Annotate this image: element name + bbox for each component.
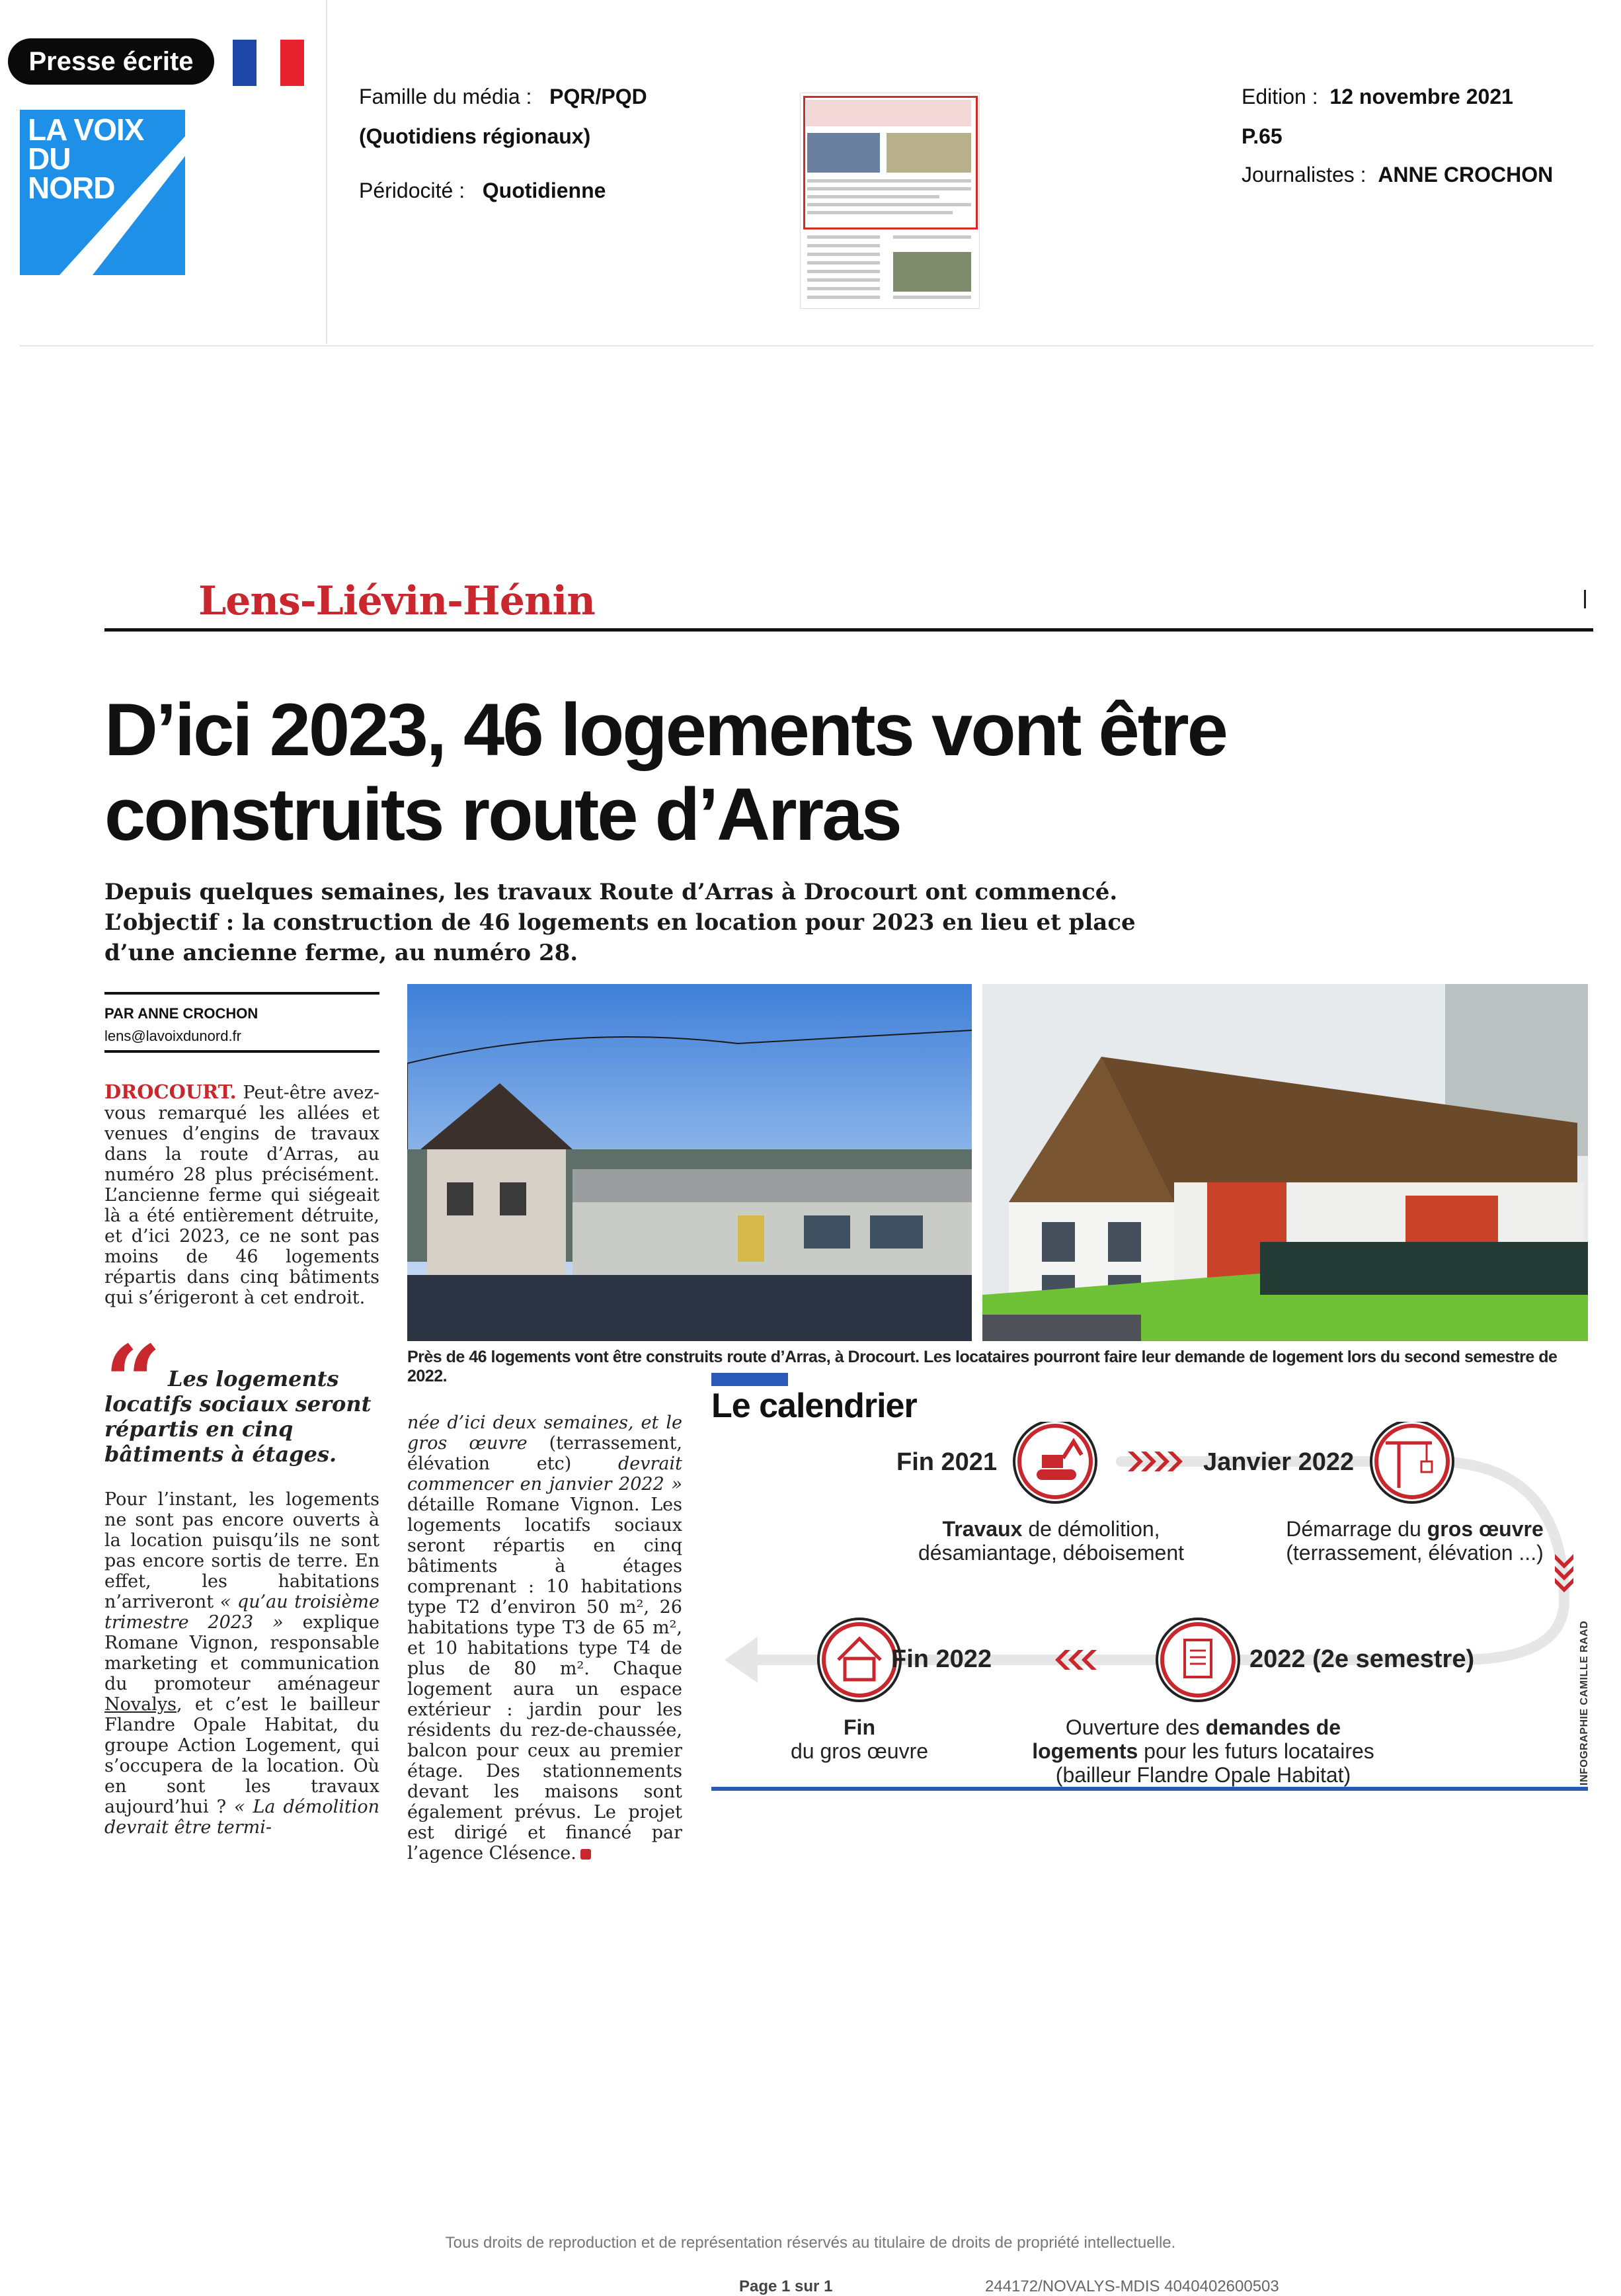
step2-text: Démarrage du gros œuvre (terrassement, élévation ...): [1286, 1517, 1544, 1565]
section-marker: [1584, 590, 1586, 608]
periodicite: Péridocité : Quotidienne: [359, 179, 606, 202]
la-voix-du-nord-logo: [20, 110, 185, 275]
step3-label: 2022 (2e semestre): [1249, 1645, 1475, 1673]
dateline: DROCOURT.: [104, 1081, 237, 1103]
byline-rule-bottom: [104, 1050, 379, 1053]
header-divider: [326, 0, 327, 344]
step1-label: Fin 2021: [896, 1448, 998, 1476]
page-number: P.65: [1242, 124, 1283, 148]
headline-line-1: D’ici 2023, 46 logements vont être: [104, 688, 1226, 771]
logo-road-icon: [20, 110, 185, 275]
article-para-1: [104, 1082, 379, 1308]
photo-project-rendering: [982, 984, 1588, 1341]
step4-text: Fin du gros œuvre: [790, 1715, 929, 1763]
page-thumbnail[interactable]: [800, 93, 980, 309]
step4-label: Fin 2022: [891, 1645, 992, 1673]
press-badge-label: Presse écrite: [28, 46, 194, 76]
edition: Edition : 12 novembre 2021: [1242, 85, 1513, 108]
document-icon: [1157, 1619, 1239, 1701]
crane-icon: [1371, 1422, 1453, 1502]
logo-line-1: LA VOIX: [28, 112, 144, 147]
step2-label: Janvier 2022: [1203, 1448, 1355, 1476]
headline: [104, 688, 1361, 857]
house-icon: [818, 1619, 900, 1701]
section-title: Lens-Liévin-Hénin: [198, 578, 595, 624]
step1-text: Travaux de démolition, désamiantage, déboisement: [918, 1517, 1185, 1565]
calendar-accent-bar: [711, 1373, 788, 1386]
excavator-icon: [1014, 1422, 1096, 1502]
pull-quote: Les logements locatifs sociaux seront répartis en cinq bâtiments à étages.: [104, 1366, 372, 1467]
headline-line-2: construits route d’Arras: [104, 773, 900, 856]
byline-rule-top: [104, 992, 379, 995]
thumbnail-highlight: [803, 96, 978, 229]
author-email[interactable]: lens@lavoixdunord.fr: [104, 1028, 241, 1044]
para1-text: Peut-être avez-vous remarqué les allées et venues d’engins de travaux dans la route d’Arras, au numéro 28 plus précisément. L’ancienne ferme qui siégeait là a été entièrement détruite, et d’ici 2023, ce ne sont pas moins de 46 logements répartis dans cinq bâtiments qui s’érigeront à cet endroit.: [104, 1083, 379, 1308]
photo-caption: Près de 46 logements vont être construits route d’Arras, à Drocourt. Les locataires pourront faire leur demande de logement lors du second semestre de 2022.: [407, 1348, 1558, 1385]
logo-line-2: DU: [28, 142, 71, 176]
journalistes: Journalistes : ANNE CROCHON: [1242, 163, 1554, 186]
logo-line-3: NORD: [28, 171, 115, 205]
article-para-2: Pour l’instant, les logements ne sont pas encore ouverts à la location puisqu’ils ne sont pas encore sortis de terre. En effet, les habitations n’arriveront « qu’au troisième trimestre 2023 » explique Romane Vignon, responsable marketing et communication du promoteur aménageur Novalys, et c’est le bailleur Flandre Opale Habitat, du groupe Action Logement, qui s’occupera de la location. Où en sont les travaux aujourd’hui ? « La démolition devrait être termi-: [104, 1489, 379, 1838]
infographic-credit: INFOGRAPHIE CAMILLE RAAD: [1579, 1620, 1590, 1785]
calendar-bottom-rule: [711, 1787, 1588, 1791]
document-reference: 244172/NOVALYS-MDIS 4040402600503: [985, 2277, 1279, 2295]
step3-text: Ouverture des demandes de logements pour les futurs locataires (bailleur Flandre Opale Habitat): [1032, 1715, 1374, 1787]
famille-media: Famille du média : PQR/PQD: [359, 85, 647, 108]
french-flag-icon: [233, 40, 304, 86]
end-mark-icon: [580, 1849, 591, 1860]
calendar-title: Le calendrier: [711, 1387, 917, 1425]
page-indicator: Page 1 sur 1: [739, 2277, 833, 2295]
article-para-3: née d’ici deux semaines, et le gros œuvre (terrassement, élévation etc) devrait commencer en janvier 2022 » détaille Romane Vignon. Les logements locatifs sociaux seront répartis en cinq bâtiments à étages comprenant : 10 habitations type T2 d’environ 50 m², 26 habitations type T3 de 65 m², et 10 habitations type T4 de plus de 80 m². Chaque logement aura un espace extérieur : jardin pour les résidents du rez-de-chaussée, balcon pour ceux au premier étage. Des stationnements devant les maisons sont également prévus. Le projet est dirigé et financé par l’agence Clésence.: [407, 1413, 682, 1864]
rights-notice: Tous droits de reproduction et de représentation réservés au titulaire de droits de propriété intellectuelle.: [445, 2234, 1176, 2252]
header-bottom-divider: [20, 345, 1593, 347]
quote-mark-icon: “: [104, 1324, 162, 1440]
chapo: Depuis quelques semaines, les travaux Route d’Arras à Drocourt ont commencé. L’objectif : la construction de 46 logements en location pour 2023 en lieu et place d’une ancienne ferme, au numéro 28.: [104, 879, 1136, 966]
novalys-link[interactable]: Novalys: [104, 1694, 177, 1715]
press-badge: [8, 38, 214, 85]
famille-media-sub: (Quotidiens régionaux): [359, 124, 591, 148]
section-rule: [104, 628, 1593, 632]
photo-old-farm: [407, 984, 972, 1341]
byline: PAR ANNE CROCHON: [104, 1005, 258, 1022]
